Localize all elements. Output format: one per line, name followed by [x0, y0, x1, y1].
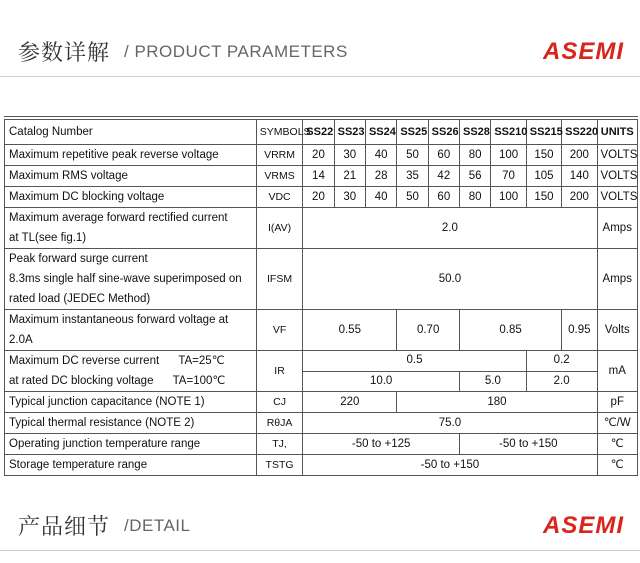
value-cell: 200	[562, 187, 597, 208]
units-header: UNITS	[597, 120, 637, 145]
value-cell: 50	[397, 187, 428, 208]
row-label	[5, 249, 257, 310]
row-label: Operating junction temperature range	[5, 434, 257, 455]
table-row-tstg	[5, 455, 638, 476]
value-cell: 56	[460, 166, 491, 187]
label-line: at TL(see fig.1)	[9, 232, 87, 244]
value-cell: 0.85	[460, 310, 562, 351]
row-label: Typical thermal resistance (NOTE 2)	[5, 413, 257, 434]
row-symbol: VRRM	[256, 145, 303, 166]
section-header-parameters	[0, 36, 640, 76]
value-cell: 20	[303, 187, 334, 208]
value-cell: 42	[428, 166, 459, 187]
row-label: Maximum repetitive peak reverse voltage	[5, 145, 257, 166]
value-cell: 40	[365, 187, 396, 208]
asemi-logo: ASEMI	[542, 38, 624, 65]
catalog-number-header: Catalog Number	[5, 120, 257, 145]
value-cell: 105	[526, 166, 561, 187]
value-cell: 0.95	[562, 310, 597, 351]
table-row-vrms	[5, 166, 638, 187]
value-cell: 0.55	[303, 310, 397, 351]
label-line: Peak forward surge current	[9, 253, 148, 265]
unit-cell: Amps	[597, 249, 637, 310]
unit-cell: ℃/W	[597, 413, 637, 434]
row-symbol: RθJA	[256, 413, 303, 434]
part-header: SS220	[562, 120, 597, 145]
part-header: SS26	[428, 120, 459, 145]
unit-cell: pF	[597, 392, 637, 413]
section-title-zh: 产品细节	[18, 515, 111, 540]
label-line: rated load (JEDEC Method)	[9, 293, 151, 305]
condition-label: TA=25℃	[178, 355, 225, 367]
row-label: Storage temperature range	[5, 455, 257, 476]
row-symbol: IFSM	[256, 249, 303, 310]
value-cell: 75.0	[303, 413, 597, 434]
row-symbol: TSTG	[256, 455, 303, 476]
value-cell: 21	[334, 166, 365, 187]
unit-cell: Volts	[597, 310, 637, 351]
value-cell: 20	[303, 145, 334, 166]
value-cell: 220	[303, 392, 397, 413]
value-cell: 40	[365, 145, 396, 166]
row-label	[5, 208, 257, 249]
value-cell: 28	[365, 166, 396, 187]
table-row-rth	[5, 413, 638, 434]
table-row-ifsm	[5, 249, 638, 310]
label-line: 8.3ms single half sine-wave superimposed on	[9, 273, 242, 285]
header-divider	[0, 550, 640, 551]
section-title-en: /DETAIL	[124, 516, 191, 535]
row-symbol: CJ	[256, 392, 303, 413]
part-header: SS24	[365, 120, 396, 145]
part-header: SS23	[334, 120, 365, 145]
value-cell: 0.2	[526, 351, 597, 372]
asemi-logo: ASEMI	[542, 512, 624, 539]
value-cell: 80	[460, 145, 491, 166]
value-cell: 0.5	[303, 351, 526, 372]
section-title-zh: 参数详解	[18, 41, 111, 66]
row-symbol: VRMS	[256, 166, 303, 187]
parameters-table	[4, 119, 638, 476]
value-cell: 140	[562, 166, 597, 187]
table-header-row	[5, 120, 638, 145]
value-cell: 0.70	[397, 310, 460, 351]
unit-cell: ℃	[597, 455, 637, 476]
label-line: at rated DC blocking voltage	[9, 375, 154, 387]
value-cell: 30	[334, 145, 365, 166]
part-header: SS28	[460, 120, 491, 145]
value-cell: 30	[334, 187, 365, 208]
symbols-header: SYMBOLS	[256, 120, 303, 145]
unit-cell: VOLTS	[597, 187, 637, 208]
unit-cell: VOLTS	[597, 166, 637, 187]
value-cell: 70	[491, 166, 526, 187]
value-cell: 2.0	[303, 208, 597, 249]
value-cell: 2.0	[526, 371, 597, 392]
label-line: Maximum DC reverse current	[9, 355, 160, 367]
value-cell: 50	[397, 145, 428, 166]
value-cell: 180	[397, 392, 597, 413]
value-cell: 200	[562, 145, 597, 166]
value-cell: -50 to +125	[303, 434, 460, 455]
header-divider	[0, 76, 640, 77]
label-line: Maximum average forward rectified current	[9, 212, 228, 224]
value-cell: 14	[303, 166, 334, 187]
unit-cell: Amps	[597, 208, 637, 249]
unit-cell: ℃	[597, 434, 637, 455]
part-header: SS215	[526, 120, 561, 145]
part-header: SS210	[491, 120, 526, 145]
row-label	[5, 351, 257, 392]
table-row-vdc	[5, 187, 638, 208]
unit-cell: VOLTS	[597, 145, 637, 166]
table-top-rule	[4, 116, 638, 117]
value-cell: 5.0	[460, 371, 527, 392]
table-row-vrrm	[5, 145, 638, 166]
section-title-en: / PRODUCT PARAMETERS	[124, 42, 348, 61]
value-cell: 100	[491, 145, 526, 166]
condition-label: TA=100℃	[172, 375, 226, 387]
value-cell: 60	[428, 145, 459, 166]
table-row-cj	[5, 392, 638, 413]
value-cell: 100	[491, 187, 526, 208]
row-label: Maximum instantaneous forward voltage at 2.0A	[5, 310, 257, 351]
value-cell: 150	[526, 187, 561, 208]
row-symbol: IR	[256, 351, 303, 392]
section-header-detail	[0, 510, 640, 550]
row-label: Maximum RMS voltage	[5, 166, 257, 187]
value-cell: 50.0	[303, 249, 597, 310]
row-symbol: I(AV)	[256, 208, 303, 249]
row-symbol: TJ,	[256, 434, 303, 455]
value-cell: -50 to +150	[460, 434, 598, 455]
value-cell: 10.0	[303, 371, 460, 392]
table-row-iav	[5, 208, 638, 249]
part-header: SS22	[303, 120, 334, 145]
value-cell: 80	[460, 187, 491, 208]
row-label: Typical junction capacitance (NOTE 1)	[5, 392, 257, 413]
table-row-vf	[5, 310, 638, 351]
row-symbol: VF	[256, 310, 303, 351]
value-cell: -50 to +150	[303, 455, 597, 476]
row-label: Maximum DC blocking voltage	[5, 187, 257, 208]
value-cell: 150	[526, 145, 561, 166]
table-row-tj	[5, 434, 638, 455]
row-symbol: VDC	[256, 187, 303, 208]
part-header: SS25	[397, 120, 428, 145]
value-cell: 60	[428, 187, 459, 208]
table-row-ir-25	[5, 351, 638, 372]
unit-cell: mA	[597, 351, 637, 392]
value-cell: 35	[397, 166, 428, 187]
